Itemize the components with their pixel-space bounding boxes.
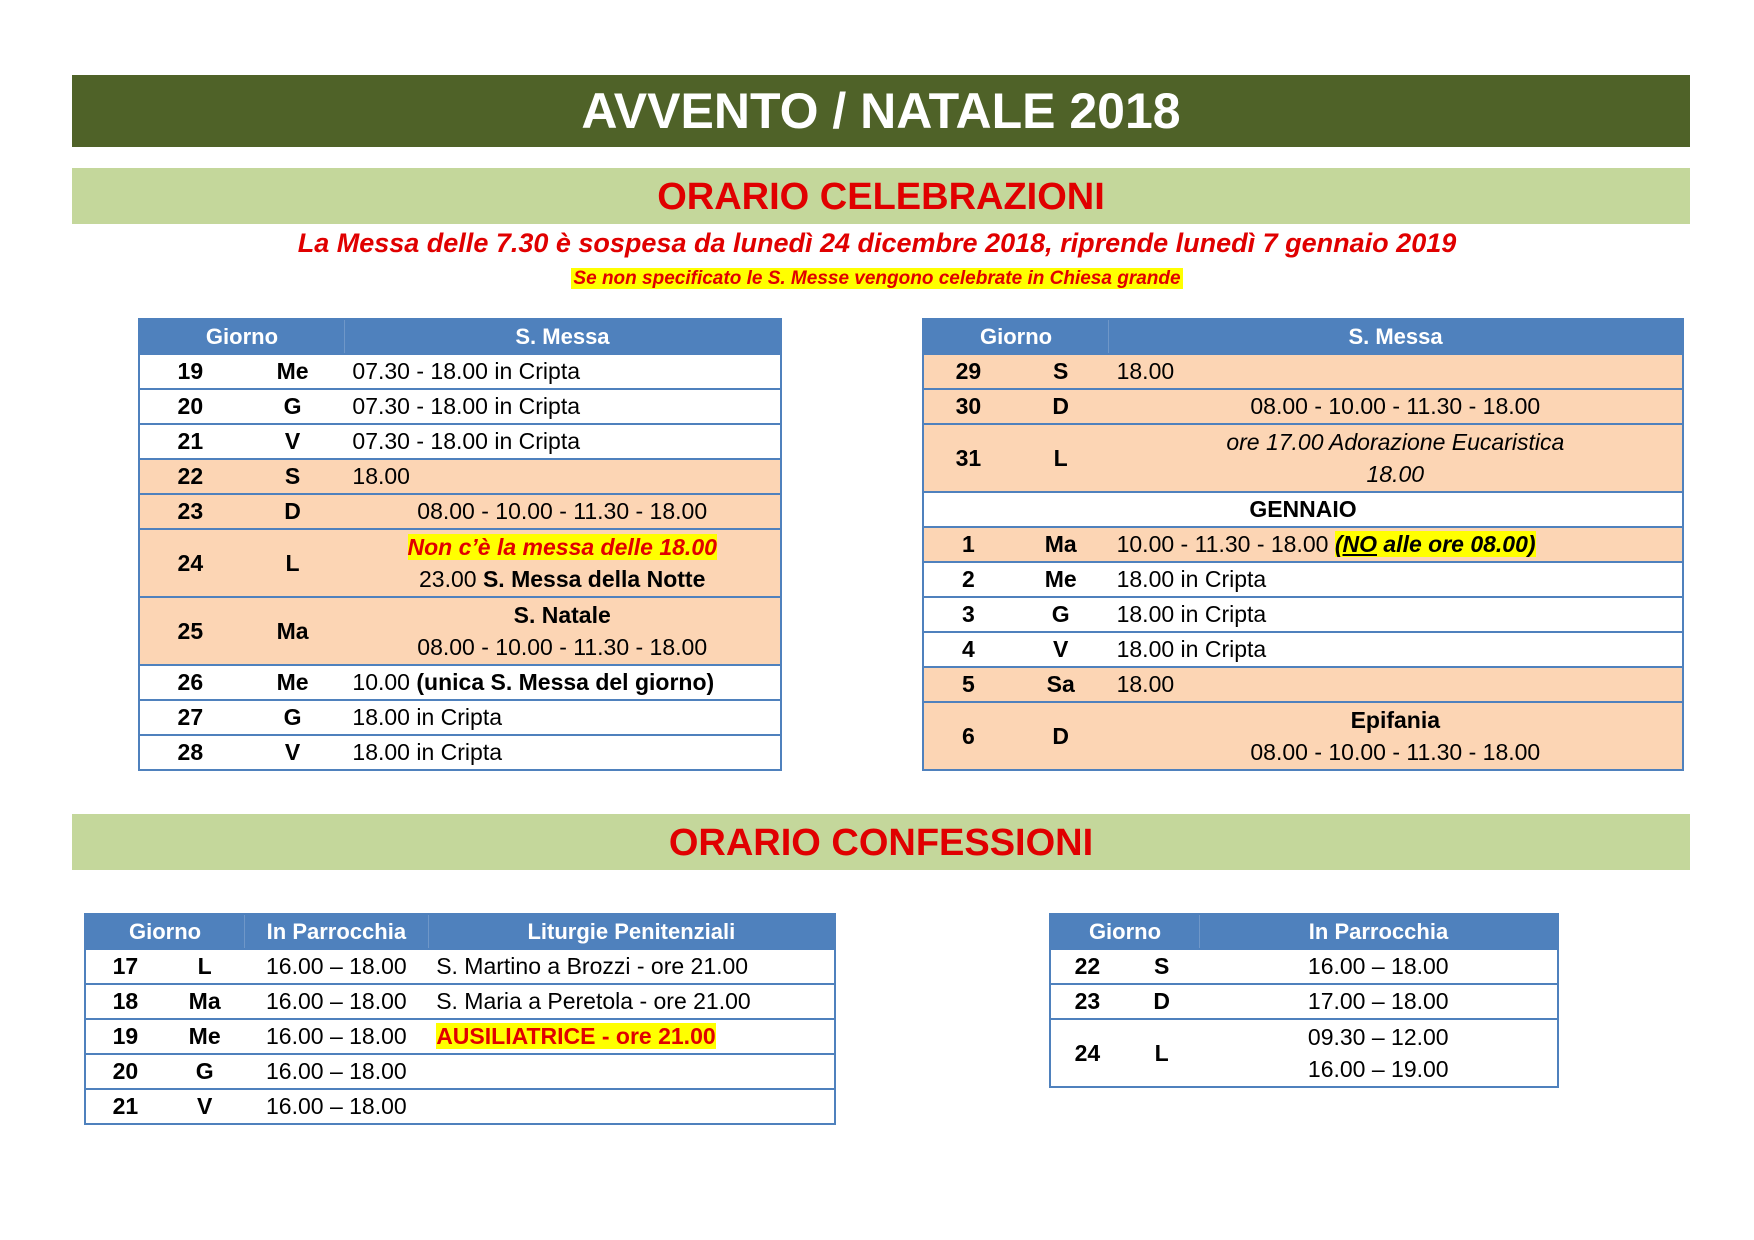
day-abbr: G <box>165 1054 245 1089</box>
page-title: AVVENTO / NATALE 2018 <box>72 75 1690 147</box>
mass-times: 18.00 <box>1109 354 1683 389</box>
mass-times: 18.00 in Cripta <box>1109 562 1683 597</box>
feast-times: 08.00 - 10.00 - 11.30 - 18.00 <box>1250 739 1541 765</box>
day-abbr: S <box>1013 354 1109 389</box>
day-abbr: S <box>241 459 345 494</box>
night-mass-time: 23.00 <box>419 566 483 592</box>
day-abbr: Me <box>1013 562 1109 597</box>
day-number: 27 <box>139 700 241 735</box>
col-header-messa: S. Messa <box>1109 319 1683 354</box>
day-number: 25 <box>139 597 241 665</box>
night-mass-label: S. Messa della Notte <box>482 566 706 592</box>
feast-name: Epifania <box>1350 707 1441 733</box>
section-heading-celebrazioni: ORARIO CELEBRAZIONI <box>72 168 1690 224</box>
day-number: 17 <box>85 949 165 984</box>
day-number: 19 <box>85 1019 165 1054</box>
day-abbr: D <box>1013 389 1109 424</box>
mass-times <box>344 529 781 597</box>
mass-times: 08.00 - 10.00 - 11.30 - 18.00 <box>1109 389 1683 424</box>
col-header-parrocchia: In Parrocchia <box>1200 914 1559 949</box>
day-abbr: V <box>165 1089 245 1124</box>
day-number: 20 <box>85 1054 165 1089</box>
day-number: 24 <box>1050 1019 1124 1087</box>
table-row <box>139 735 781 770</box>
penitential-liturgy <box>428 1089 835 1124</box>
day-number: 29 <box>923 354 1013 389</box>
day-abbr: S <box>1124 949 1200 984</box>
mass-times <box>1109 424 1683 492</box>
mass-times: 07.30 - 18.00 in Cripta <box>344 354 781 389</box>
celebrazioni-table-left <box>138 318 782 771</box>
table-row <box>923 632 1683 667</box>
day-abbr: Sa <box>1013 667 1109 702</box>
notice-suspension: La Messa delle 7.30 è sospesa da lunedì 24 dicembre 2018, riprende lunedì 7 gennaio 2019 <box>297 228 1457 258</box>
mass-time: 18.00 <box>1366 461 1425 487</box>
table-row <box>139 389 781 424</box>
day-abbr: Ma <box>241 597 345 665</box>
table-row <box>923 354 1683 389</box>
parish-hours <box>1200 1019 1559 1087</box>
parish-hours: 16.00 – 18.00 <box>245 1019 429 1054</box>
col-header-giorno: Giorno <box>1050 914 1200 949</box>
section-heading-confessioni: ORARIO CONFESSIONI <box>72 814 1690 870</box>
table-row <box>923 702 1683 770</box>
mass-times <box>344 665 781 700</box>
day-number: 24 <box>139 529 241 597</box>
day-number: 31 <box>923 424 1013 492</box>
day-abbr: L <box>1124 1019 1200 1087</box>
day-abbr: L <box>165 949 245 984</box>
morning-hours: 09.30 – 12.00 <box>1307 1024 1449 1050</box>
table-row <box>1050 1019 1558 1087</box>
day-abbr: Ma <box>1013 527 1109 562</box>
table-row <box>85 1054 835 1089</box>
table-row <box>139 700 781 735</box>
day-number: 4 <box>923 632 1013 667</box>
table-row <box>85 949 835 984</box>
mass-times: 18.00 in Cripta <box>344 735 781 770</box>
day-number: 22 <box>1050 949 1124 984</box>
table-row <box>923 527 1683 562</box>
day-abbr: V <box>241 735 345 770</box>
table-header <box>139 319 781 354</box>
mass-time: 10.00 <box>352 669 417 695</box>
parish-hours: 16.00 – 18.00 <box>245 949 429 984</box>
table-row <box>139 494 781 529</box>
table-row <box>85 1089 835 1124</box>
penitential-liturgy <box>428 1054 835 1089</box>
day-abbr: D <box>1124 984 1200 1019</box>
table-row <box>923 667 1683 702</box>
table-row <box>923 389 1683 424</box>
highlighted-liturgy: AUSILIATRICE - ore 21.00 <box>436 1023 716 1049</box>
mass-times: 18.00 in Cripta <box>344 700 781 735</box>
table-row <box>139 459 781 494</box>
day-number: 1 <box>923 527 1013 562</box>
adoration-note: ore 17.00 Adorazione Eucaristica <box>1226 429 1565 455</box>
day-number: 23 <box>1050 984 1124 1019</box>
day-abbr: D <box>241 494 345 529</box>
col-header-parrocchia: In Parrocchia <box>245 914 429 949</box>
confessioni-table-right <box>1049 913 1559 1088</box>
day-abbr: Me <box>165 1019 245 1054</box>
mass-times <box>1109 702 1683 770</box>
mass-times: 18.00 in Cripta <box>1109 597 1683 632</box>
penitential-liturgy: S. Maria a Peretola - ore 21.00 <box>428 984 835 1019</box>
col-header-liturgie: Liturgie Penitenziali <box>428 914 835 949</box>
parish-hours: 16.00 – 18.00 <box>1200 949 1559 984</box>
mass-times: 18.00 <box>1109 667 1683 702</box>
parish-hours: 17.00 – 18.00 <box>1200 984 1559 1019</box>
col-header-giorno: Giorno <box>85 914 245 949</box>
parish-hours: 16.00 – 18.00 <box>245 1054 429 1089</box>
no-mass-note: Non c’è la messa delle 18.00 <box>407 534 717 560</box>
day-abbr: L <box>1013 424 1109 492</box>
table-row <box>923 597 1683 632</box>
day-abbr: Me <box>241 354 345 389</box>
feast-times: 08.00 - 10.00 - 11.30 - 18.00 <box>417 634 708 660</box>
mass-times: 07.30 - 18.00 in Cripta <box>344 424 781 459</box>
no-mass-note: (NO alle ore 08.00) <box>1334 531 1536 557</box>
table-row <box>923 424 1683 492</box>
table-row <box>85 984 835 1019</box>
day-number: 18 <box>85 984 165 1019</box>
day-abbr: Ma <box>165 984 245 1019</box>
table-row <box>1050 949 1558 984</box>
day-abbr: G <box>241 700 345 735</box>
col-header-giorno: Giorno <box>923 319 1109 354</box>
day-abbr: V <box>1013 632 1109 667</box>
day-abbr: G <box>1013 597 1109 632</box>
day-abbr: Me <box>241 665 345 700</box>
table-header <box>923 319 1683 354</box>
celebrazioni-table-right <box>922 318 1684 771</box>
table-row <box>139 665 781 700</box>
col-header-messa: S. Messa <box>344 319 781 354</box>
notice-location: Se non specificato le S. Messe vengono celebrate in Chiesa grande <box>573 268 1181 289</box>
day-abbr: V <box>241 424 345 459</box>
day-number: 5 <box>923 667 1013 702</box>
table-row <box>139 424 781 459</box>
mass-note: (unica S. Messa del giorno) <box>416 669 715 695</box>
notice-subnotice-wrap <box>0 268 1754 290</box>
mass-times <box>1109 527 1683 562</box>
day-number: 2 <box>923 562 1013 597</box>
afternoon-hours: 16.00 – 19.00 <box>1307 1056 1449 1082</box>
mass-times: 08.00 - 10.00 - 11.30 - 18.00 <box>344 494 781 529</box>
mass-times: 07.30 - 18.00 in Cripta <box>344 389 781 424</box>
day-number: 22 <box>139 459 241 494</box>
day-number: 19 <box>139 354 241 389</box>
table-row <box>1050 984 1558 1019</box>
penitential-liturgy: S. Martino a Brozzi - ore 21.00 <box>428 949 835 984</box>
parish-hours: 16.00 – 18.00 <box>245 984 429 1019</box>
day-number: 21 <box>85 1089 165 1124</box>
month-row <box>923 492 1683 527</box>
day-number: 30 <box>923 389 1013 424</box>
mass-times <box>344 597 781 665</box>
table-row <box>923 562 1683 597</box>
confessioni-table-left <box>84 913 836 1125</box>
mass-times: 18.00 <box>344 459 781 494</box>
month-label: GENNAIO <box>923 492 1683 527</box>
table-header <box>85 914 835 949</box>
table-header <box>1050 914 1558 949</box>
mass-times: 18.00 in Cripta <box>1109 632 1683 667</box>
day-abbr: G <box>241 389 345 424</box>
day-number: 26 <box>139 665 241 700</box>
penitential-liturgy <box>428 1019 835 1054</box>
parish-hours: 16.00 – 18.00 <box>245 1089 429 1124</box>
day-abbr: D <box>1013 702 1109 770</box>
table-row <box>85 1019 835 1054</box>
table-row <box>139 597 781 665</box>
day-abbr: L <box>241 529 345 597</box>
day-number: 3 <box>923 597 1013 632</box>
day-number: 21 <box>139 424 241 459</box>
feast-name: S. Natale <box>513 602 611 628</box>
mass-time: 10.00 - 11.30 - 18.00 <box>1116 531 1335 557</box>
day-number: 20 <box>139 389 241 424</box>
day-number: 6 <box>923 702 1013 770</box>
table-row <box>139 354 781 389</box>
day-number: 23 <box>139 494 241 529</box>
day-number: 28 <box>139 735 241 770</box>
table-row <box>139 529 781 597</box>
col-header-giorno: Giorno <box>139 319 344 354</box>
